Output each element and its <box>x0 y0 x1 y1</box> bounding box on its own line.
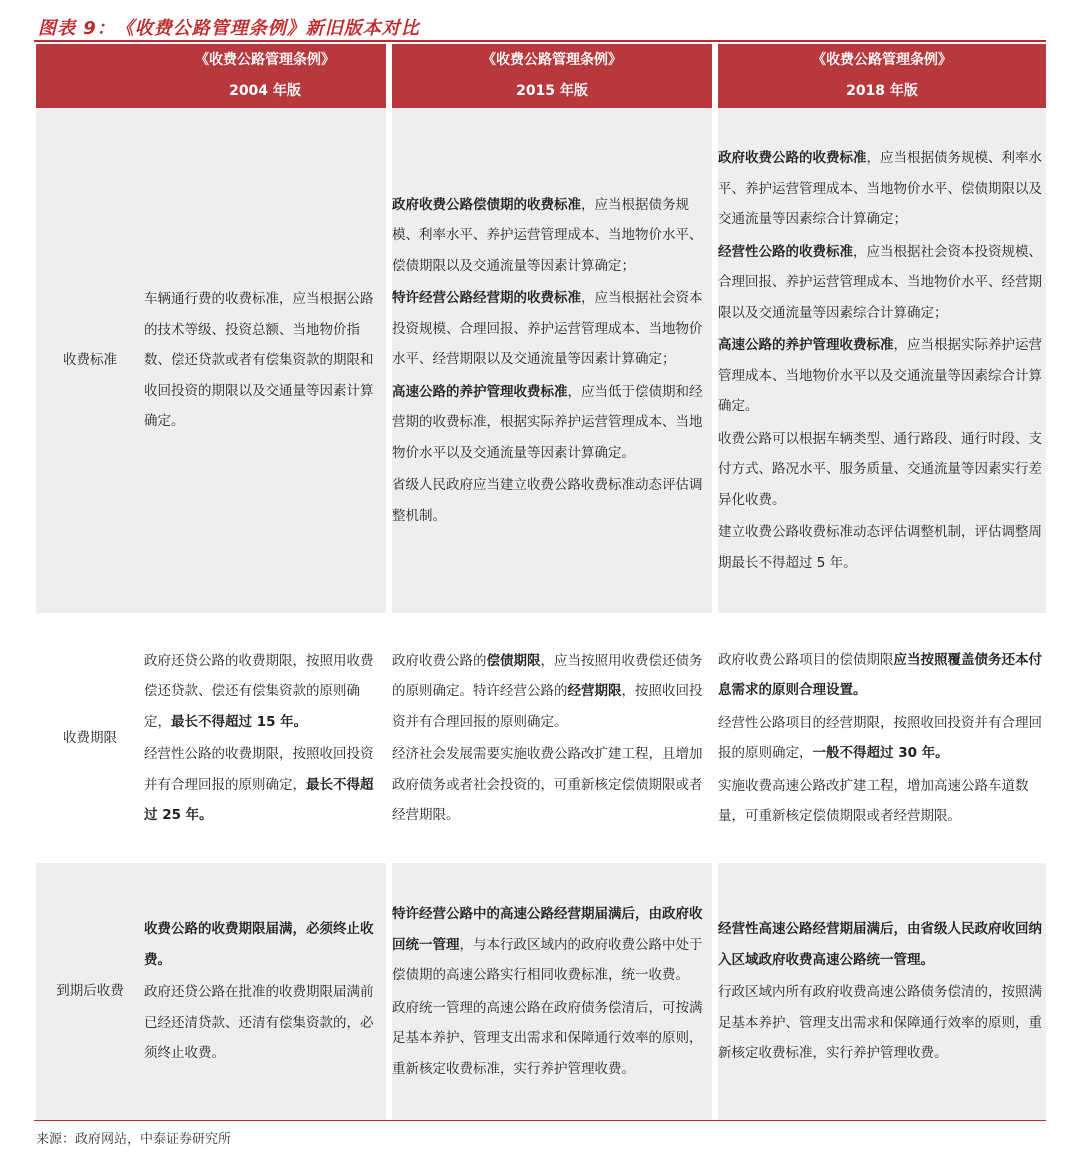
standard-2018-para-4: 收费公路可以根据车辆类型、通行路段、通行时段、支付方式、路况水平、服务质量、交通流量等因素实行差异化收费。 <box>718 430 1042 508</box>
comparison-table <box>36 44 1046 1120</box>
standard-2004-text: 车辆通行费的收费标准，应当根据公路的技术等级、投资总额、当地物价指数、偿还贷款或者有偿集资款的期限和收回投资的期限以及交通量等因素计算确定。 <box>144 291 374 430</box>
period-2004-p1-rest: 政府还贷公路的收费期限，按照用收费偿还贷款、偿还有偿集资款的原则确定， <box>144 652 374 730</box>
after-2018-para-1: 经营性高速公路经营期届满后，由省级人民政府收回纳入区域政府收费高速公路统一管理。 <box>718 921 1042 968</box>
period-2018-p2-rest: 经营性公路项目的经营期限，按照收回投资并有合理回报的原则确定， <box>718 714 1042 761</box>
table-row-standard <box>36 108 1046 613</box>
cell-standard-2015 <box>386 108 712 613</box>
standard-2018-para-1 <box>718 143 1046 235</box>
period-2018-para-2 <box>718 708 1046 769</box>
standard-2015-p1-bold: 政府收费公路偿债期的收费标准 <box>392 196 581 213</box>
period-2004-p2-bold: 最长不得超过 25 年。 <box>144 776 374 823</box>
header-2004-title: 《收费公路管理条例》 <box>195 52 335 68</box>
cell-after-2015 <box>386 863 712 1120</box>
header-2015-title: 《收费公路管理条例》 <box>482 52 622 68</box>
standard-2018-p2-rest: ，应当根据社会资本投资规模、合理回报、养护运营管理成本、当地物价水平、经营期限以及交通流量等因素综合计算确定； <box>718 243 1042 321</box>
cell-standard-2018 <box>712 108 1046 613</box>
standard-2018-para-2 <box>718 237 1046 329</box>
cell-period-2004 <box>144 613 386 863</box>
standard-2018-p3-rest: ，应当根据实际养护运营管理成本、当地物价水平以及交通流量等因素综合计算确定。 <box>718 337 1042 414</box>
standard-2015-p3-rest: ，应当低于偿债期和经营期的收费标准，根据实际养护运营管理成本、当地物价水平以及交通流量等因素计算确定。 <box>392 383 703 461</box>
standard-2015-p3-bold: 高速公路的养护管理收费标准 <box>392 383 568 400</box>
standard-2018-para-3 <box>718 330 1046 422</box>
cell-after-2018 <box>712 863 1046 1120</box>
source-note: 来源：政府网站，中泰证券研究所 <box>36 1132 232 1147</box>
table-row-period <box>36 613 1046 863</box>
period-2004-para-2 <box>144 739 386 831</box>
bottom-rule <box>34 1120 1046 1121</box>
standard-2015-para-3 <box>392 377 712 469</box>
period-2018-para-1 <box>718 645 1046 706</box>
figure-title: 图表 9：《收费公路管理条例》新旧版本对比 <box>38 18 420 39</box>
after-2018-para-2: 行政区域内所有政府收费高速公路债务偿清的，按照满足基本养护、管理支出需求和保障通行效率的原则，重新核定收费标准，实行养护管理收费。 <box>718 984 1042 1062</box>
period-2018-p1-rest: 政府收费公路项目的偿债期限 <box>718 651 894 668</box>
after-2015-para-2: 政府统一管理的高速公路在政府债务偿清后，可按满足基本养护、管理支出需求和保障通行效率的原则，重新核定收费标准，实行养护管理收费。 <box>392 999 703 1077</box>
row-label-after-expiry: 到期后收费 <box>36 863 144 1120</box>
table-header-row <box>36 44 1046 108</box>
row-label-period: 收费期限 <box>63 729 117 746</box>
standard-2018-p1-rest: ，应当根据债务规模、利率水平、养护运营管理成本、当地物价水平、偿债期限以及交通流量等因素综合计算确定； <box>718 150 1042 227</box>
header-2004 <box>144 44 386 108</box>
cell-period-2015 <box>386 613 712 863</box>
standard-2018-para-5: 建立收费公路收费标准动态评估调整机制，评估调整周期最长不得超过 5 年。 <box>718 524 1042 571</box>
period-2015-para-1 <box>392 646 712 738</box>
period-2004-p1-bold: 最长不得超过 15 年。 <box>171 713 308 730</box>
period-2015-p1-a: 政府收费公路的 <box>392 652 487 669</box>
period-2015-p1-b: 偿债期限 <box>486 652 541 669</box>
cell-period-2018 <box>712 613 1046 863</box>
table-row-after-expiry <box>36 863 1046 1120</box>
header-2015-edition: 2015 年版 <box>516 83 588 99</box>
period-2015-p1-d: 经营期限 <box>567 683 622 699</box>
header-empty-cell <box>36 44 144 108</box>
after-2015-p1-bold: 特许经营公路中的高速公路经营期届满后，由政府收回统一管理 <box>392 906 703 953</box>
header-2004-edition: 2004 年版 <box>229 83 301 99</box>
standard-2015-para-1 <box>392 190 712 282</box>
period-2018-para-3: 实施收费高速公路改扩建工程，增加高速公路车道数量，可重新核定偿债期限或者经营期限。 <box>718 777 1029 824</box>
period-2004-para-1 <box>144 646 386 738</box>
standard-2015-para-4: 省级人民政府应当建立收费公路收费标准动态评估调整机制。 <box>392 477 703 524</box>
period-2004-p2-rest: 经营性公路的收费期限，按照收回投资并有合理回报的原则确定， <box>144 746 374 793</box>
standard-2018-p2-bold: 经营性公路的收费标准 <box>718 243 853 260</box>
header-2018-edition: 2018 年版 <box>846 83 918 99</box>
standard-2015-p2-rest: ，应当根据社会资本投资规模、合理回报、养护运营管理成本、当地物价水平、经营期限以及交通流量等因素计算确定； <box>392 290 703 368</box>
row-label-standard: 收费标准 <box>36 108 144 613</box>
standard-2015-para-2 <box>392 283 712 375</box>
period-2015-p1-c: ，应当按照用收费偿还债务的原则确定。特许经营公路的 <box>392 652 703 699</box>
standard-2015-p1-rest: ，应当根据债务规模、利率水平、养护运营管理成本、当地物价水平、偿债期限以及交通流量等因素计算确定； <box>392 196 703 274</box>
period-2018-p1-bold: 应当按照覆盖债务还本付息需求的原则合理设置。 <box>718 651 1042 698</box>
after-2015-para-1 <box>392 899 712 991</box>
standard-2018-p1-bold: 政府收费公路的收费标准 <box>718 150 867 166</box>
standard-2018-p3-bold: 高速公路的养护管理收费标准 <box>718 337 894 353</box>
cell-after-2004 <box>144 863 386 1120</box>
figure-title-bar <box>34 10 1046 42</box>
after-2004-para-1: 收费公路的收费期限届满，必须终止收费。 <box>144 921 374 968</box>
standard-2015-p2-bold: 特许经营公路经营期的收费标准 <box>392 290 581 307</box>
header-2018-title: 《收费公路管理条例》 <box>812 52 952 68</box>
header-2018 <box>712 44 1046 108</box>
period-2015-para-2: 经济社会发展需要实施收费公路改扩建工程，且增加政府债务或者社会投资的，可重新核定偿债期限或者经营期限。 <box>392 746 703 823</box>
after-2004-para-2: 政府还贷公路在批准的收费期限届满前已经还清贷款、还清有偿集资款的，必须终止收费。 <box>144 984 374 1062</box>
header-2015 <box>386 44 712 108</box>
period-2018-p2-bold: 一般不得超过 30 年。 <box>812 745 949 761</box>
period-2015-p1-e: ，按照收回投资并有合理回报的原则确定。 <box>392 683 703 730</box>
after-2015-p1-rest: ，与本行政区域内的政府收费公路中处于偿债期的高速公路实行相同收费标准，统一收费。 <box>392 936 703 983</box>
cell-standard-2004 <box>144 108 386 613</box>
